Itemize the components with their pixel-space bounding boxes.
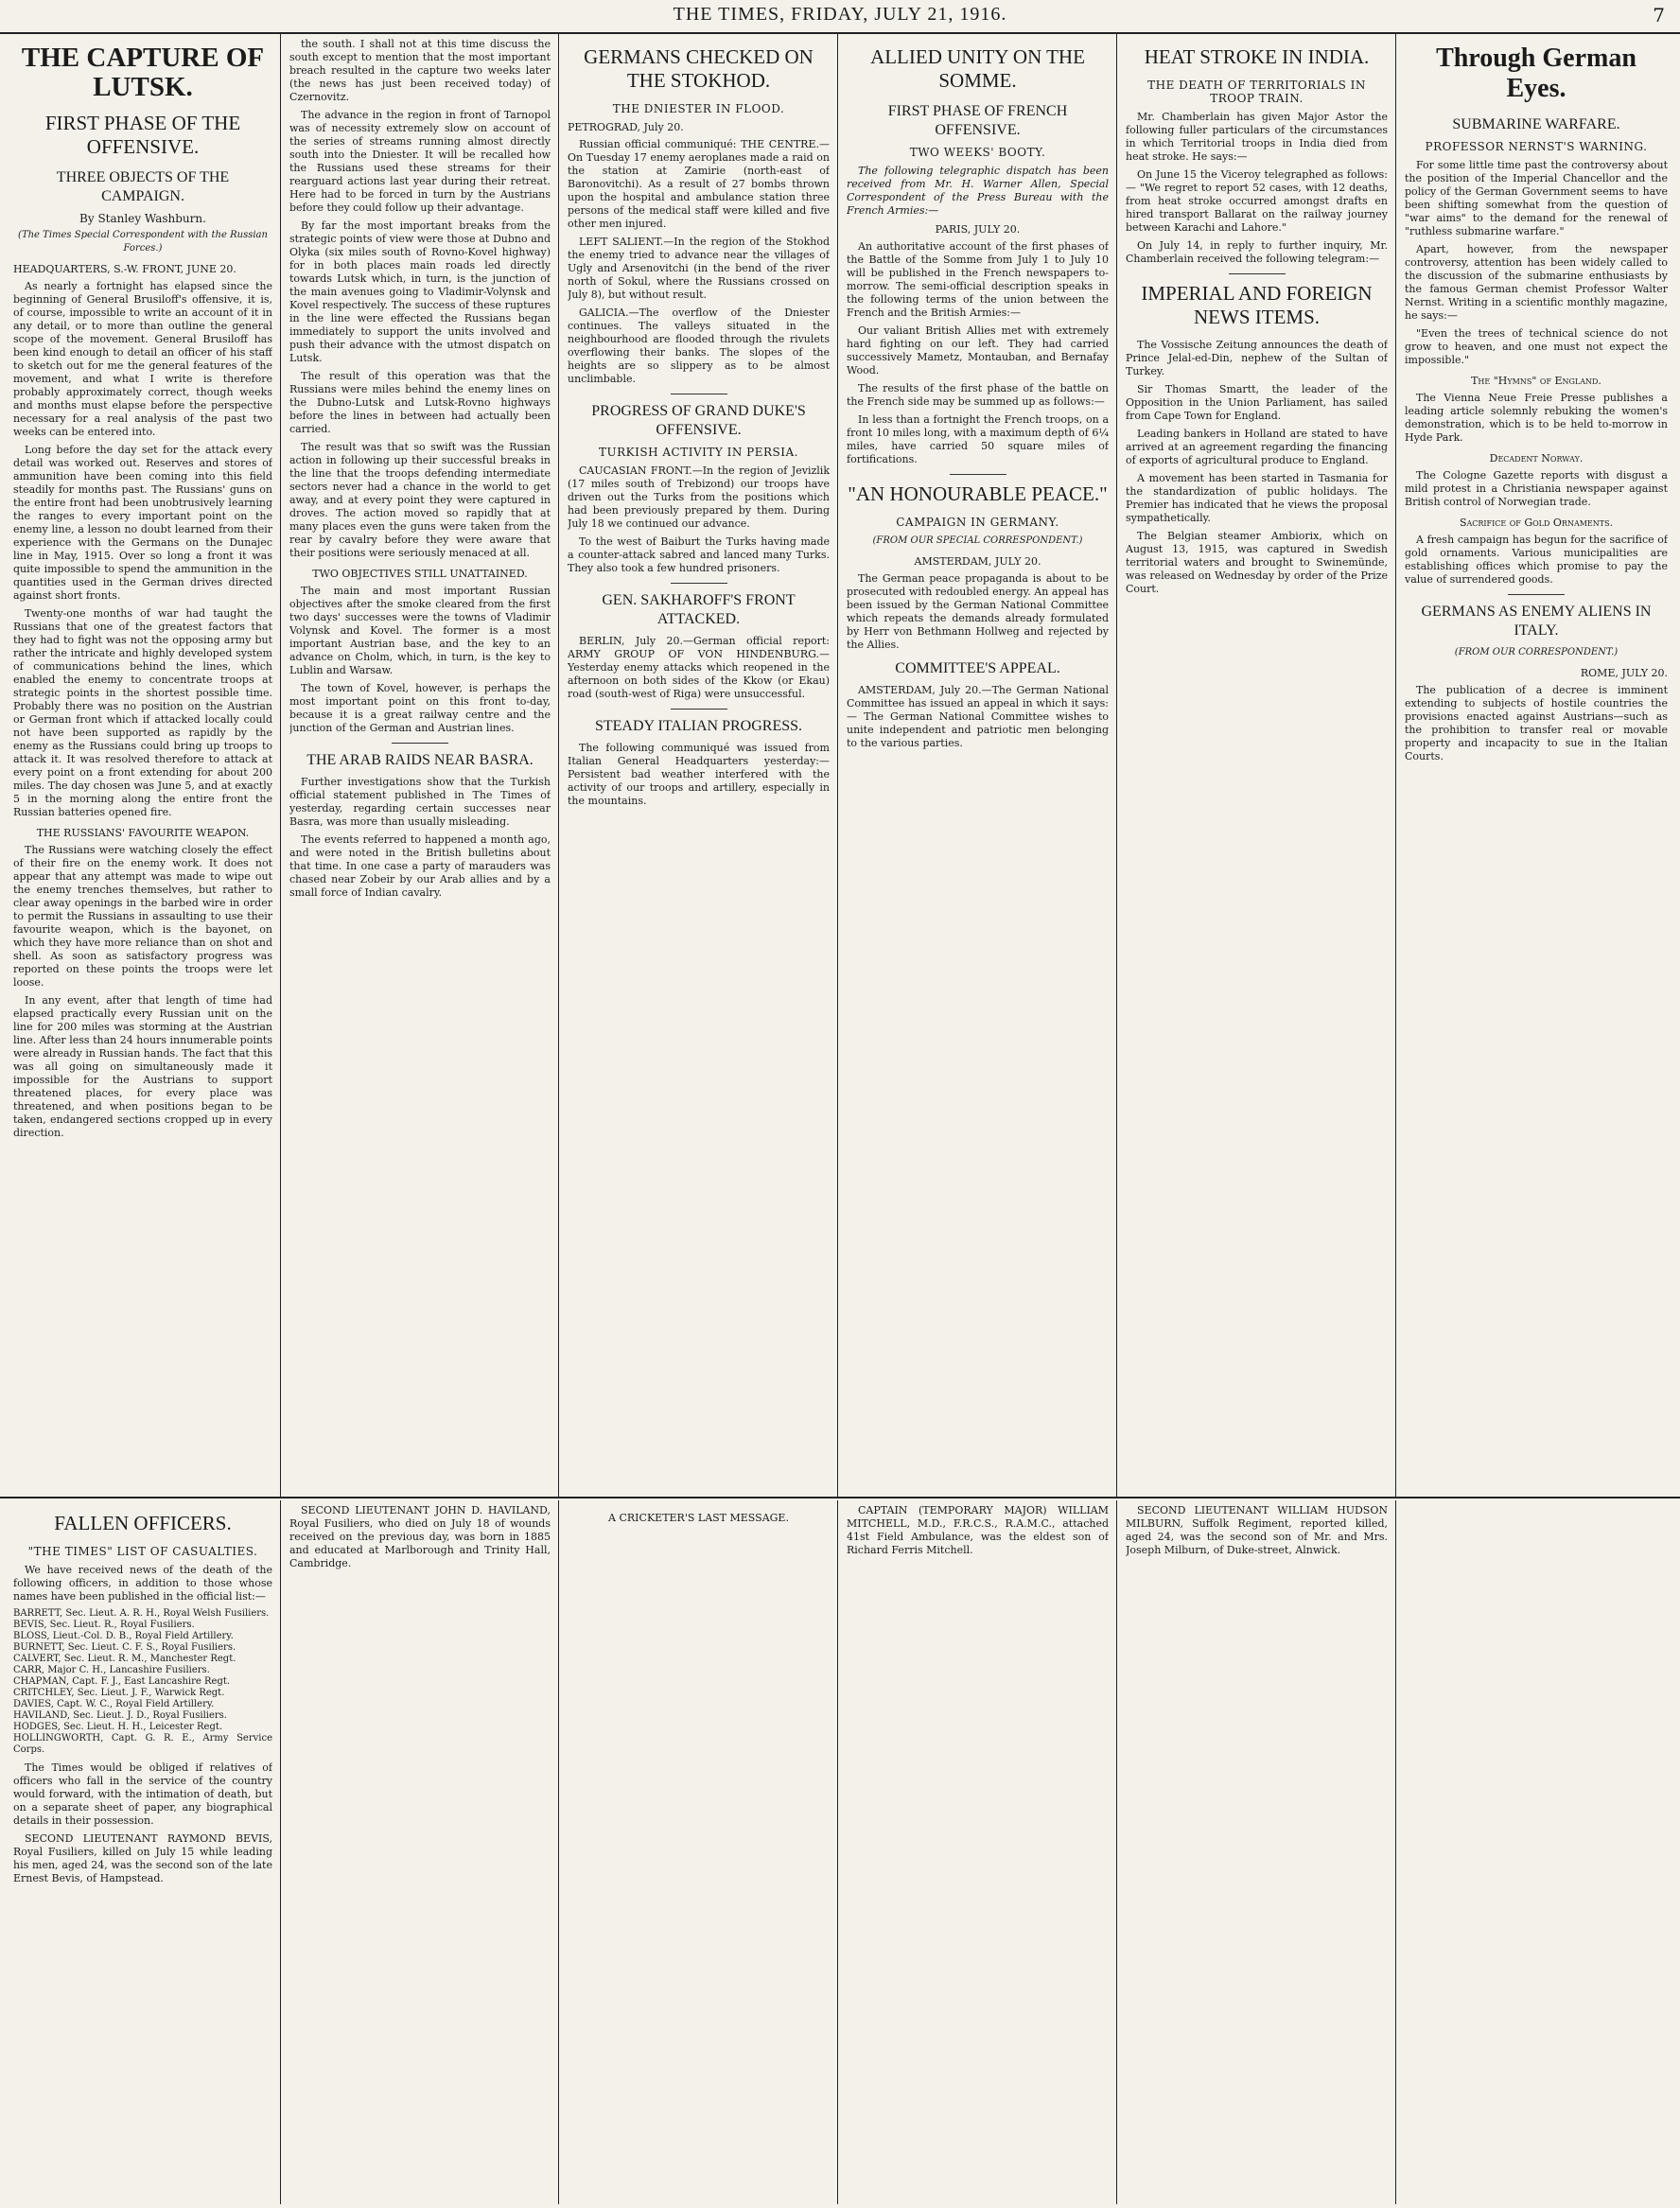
list-item: BEVIS, Sec. Lieut. R., Royal Fusiliers. [13,1620,195,1630]
list-item: BARRETT, Sec. Lieut. A. R. H., Royal Welsh Fusiliers. [13,1608,270,1619]
section-heading: TWO OBJECTIVES STILL UNATTAINED. [312,568,528,580]
paragraph: Long before the day set for the attack every detail was worked out. Reserves and stores of ammunition have been coming into this field steadily for months past. The Russians' guns on the entire front had been unobtrusively learning the ranges to every important point on the enemy line, a lesson no doubt learned from their experience with the Germans on the Dunajec line in May, 1915. Over so long a front it was quite impossible to spend the ammunition in the quantities used in the German drives directed against short fronts. [13,444,272,602]
paragraph: To the west of Baiburt the Turks having made a counter-attack sabred and lanced many Turks. They also took a few hundred prisoners. [568,535,830,574]
subheadline: FIRST PHASE OF THE OFFENSIVE. [44,112,241,158]
headline: STEADY ITALIAN PROGRESS. [594,718,803,734]
obituary-column [847,1504,1109,2202]
headline: COMMITTEE'S APPEAL. [895,660,1060,676]
subheadline: TURKISH ACTIVITY IN PERSIA. [599,446,798,459]
paragraph: Apart, however, from the newspaper controversy, attention has been widely called to the discussion of the submarine enthusiasts by the famous German chemist Professor Walter Nernst. Writing in a scientific monthly magazine, he says:— [1405,243,1668,322]
column-rule [280,34,281,1497]
paragraph: The result of this operation was that the Russians were miles behind the enemy lines on the Dubno-Lutsk and Lutsk-Rovno highways before the lines in between had actually been carried. [289,370,551,435]
paragraph: The publication of a decree is imminent extending to subjects of hostile countries the provisions enacted against Austrians—such as the prohibition to transfer real or movable property and incapacity to sue in the Italian Courts. [1405,684,1668,762]
headline: ALLIED UNITY ON THE SOMME. [870,45,1085,92]
section-heading: Sacrifice of Gold Ornaments. [1459,517,1614,529]
paragraph: LEFT SALIENT.—In the region of the Stokhod the enemy tried to advance near the villages of Ugly and Arsenovitchi (in the bend of the river north of Sokul, where the Russians crossed on July 8), but without result. [568,236,830,301]
dateline: PARIS, JULY 20. [935,223,1021,236]
paragraph: Sir Thomas Smartt, the leader of the Opposition in the Union Parliament, has sailed from Cape Town for England. [1126,383,1388,422]
divider [392,743,448,744]
paragraph: SECOND LIEUTENANT JOHN D. HAVILAND, Royal Fusiliers, who died on July 18 of wounds received on the previous day, was born in 1885 and educated at Marlborough and Trinity Hall, Cambridge. [289,1504,551,1569]
section-divider [0,1497,1680,1498]
list-item: CHAPMAN, Capt. F. J., East Lancashire Regt. [13,1676,231,1687]
article-germans-checked [568,38,830,1493]
article-fallen-officers [13,1504,272,2202]
paragraph: Twenty-one months of war had taught the Russians that one of the greatest factors that they had to fight was not the opposing army but rather the intricate and highly developed system of communications behind the lines, which enabled the enemy to concentrate troops at strategic points in the shortest possible time. Probably there was no position on the Austrian or German front which if attacked locally could not have been supported as rapidly by the enemy as the Russians could bring up troops to attack it. It was resolved therefore to attack at every point on a front extending for about 200 miles. The day chosen was June 5, and at exactly 5 in the morning along the entire front the Russian batteries opened fire. [13,607,272,818]
article-through-german-eyes [1405,38,1668,1493]
divider [671,709,727,710]
list-item: CALVERT, Sec. Lieut. R. M., Manchester Regt. [13,1654,236,1664]
paragraph: Our valiant British Allies met with extremely hard fighting on our left. They had carried successively Mametz, Montauban, and Bernafay Wood. [847,324,1109,377]
paragraph: The German peace propaganda is about to be prosecuted with redoubled energy. An appeal has been issued by the German National Committee which repeats the demands already formulated by Herr von Bethmann Hollweg and rejected by the Allies. [847,572,1109,651]
headline: Through German Eyes. [1436,44,1636,103]
column-rule [558,34,559,1497]
paragraph: We have received news of the death of the following officers, in addition to those whose names have been published in the official list:— [13,1564,272,1603]
list-item: HODGES, Sec. Lieut. H. H., Leicester Regt. [13,1722,223,1732]
paragraph: AMSTERDAM, July 20.—The German National Committee has issued an appeal in which it says:— The German National Committee wishes to unite independent and patriotic men belonging to the various parties. [847,684,1109,749]
paragraph: The Vienna Neue Freie Presse publishes a leading article solemnly rebuking the women's demonstration, which is to be held to-morrow in Hyde Park. [1405,392,1668,444]
paragraph: The events referred to happened a month ago, and were noted in the British bulletins about that time. In one case a party of marauders was chased near Zobeir by our Arab allies and by a small force of Indian cavalry. [289,833,551,899]
dateline: HEADQUARTERS, S.-W. FRONT, JUNE 20. [13,263,236,275]
paragraph: Leading bankers in Holland are stated to have arrived at an agreement regarding the financing of exports of agricultural produce to England. [1126,428,1388,466]
subheadline: TWO WEEKS' BOOTY. [909,146,1046,159]
obituary-column [289,1504,551,2202]
column-rule [837,34,838,1497]
column-rule [1116,1500,1117,2204]
list-item: BLOSS, Lieut.-Col. D. B., Royal Field Artillery. [13,1631,234,1641]
column-rule [558,1500,559,2204]
obituary-column [568,1504,830,2202]
credit: (FROM OUR CORRESPONDENT.) [1454,647,1619,657]
paragraph: Mr. Chamberlain has given Major Astor the following fuller particulars of the circumstances in which Territorial troops in India died from heat stroke. He says:— [1126,111,1388,163]
paragraph: The following communiqué was issued from Italian General Headquarters yesterday:— Persistent bad weather interfered with the activity of our troops and artillery, especially in the mountains. [568,742,830,807]
paragraph: An authoritative account of the first phases of the Battle of the Somme from July 1 to July 10 will be published in the French newspapers to-morrow. The semi-official description speaks in the following terms of the union between the French and the British Armies:— [847,240,1109,319]
paragraph: The Russians were watching closely the effect of their fire on the enemy work. It does not appear that any attempt was made to wipe out the enemy trenches themselves, but rather to clear away openings in the barbed wire in order to permit the Russians in assaulting to use their favourite weapon, which is the bayonet, on which they have more reliance than on shot and shell. As soon as satisfactory progress was reported on these points the troops were let loose. [13,844,272,989]
column-rule [837,1500,838,2204]
column-rule [1395,1500,1396,2204]
masthead-title: THE TIMES, FRIDAY, JULY 21, 1916. [673,4,1007,25]
headline: GERMANS CHECKED ON THE STOKHOD. [584,45,814,92]
paragraph: Further investigations show that the Turkish official statement published in The Times of yesterday, regarding certain successes near Basra, was more than usually misleading. [289,776,551,828]
section-heading: Decadent Norway. [1489,452,1584,464]
paragraph: SECOND LIEUTENANT WILLIAM HUDSON MILBURN, Suffolk Regiment, reported killed, aged 24, was the second son of Mr. and Mrs. Joseph Milburn, of Duke-street, Alnwick. [1126,1504,1388,1556]
column-rule [280,1500,281,2204]
divider [1229,273,1286,274]
paragraph: As nearly a fortnight has elapsed since the beginning of General Brusiloff's offensive, it is, of course, impossible to write an account of it in any detail, or to more than outline the general scope of the movement. General Brusiloff has been kind enough to detail an officer of his staff to sketch out for me the general features of the movement, and what I write is therefore probably approximately correct, though weeks and months must elapse before the perspective necessary for a real analysis of the past two weeks can be entered into. [13,280,272,438]
section-heading: The "Hymns" of England. [1471,375,1601,387]
headline: HEAT STROKE IN INDIA. [1144,45,1370,68]
list-item: HAVILAND, Sec. Lieut. J. D., Royal Fusiliers. [13,1710,227,1721]
article-allied-unity [847,38,1109,1493]
headline: IMPERIAL AND FOREIGN NEWS ITEMS. [1141,282,1373,328]
paragraph: A movement has been started in Tasmania for the standardization of public holidays. The Premier has indicated that he views the proposal sympathetically. [1126,472,1388,524]
paragraph: CAUCASIAN FRONT.—In the region of Jevizlik (17 miles south of Trebizond) our troops have driven out the Turks from the positions which had been previously prepared by them. During July 18 we continued our advance. [568,464,830,530]
list-item: CARR, Major C. H., Lancashire Fusiliers. [13,1665,210,1675]
column-rule [1395,34,1396,1497]
paragraph: The advance in the region in front of Tarnopol was of necessity extremely slow on account of the series of streams running almost directly south into the Dniester. It will be recalled how the Russians used these streams for their rearguard actions last year during their retreat. Here had to be forced in turn by the Austrians before they could follow up their advantage. [289,109,551,214]
credit: (The Times Special Correspondent with the Russian Forces.) [18,230,268,254]
article-lutsk-continued [289,38,551,1493]
subheadline: "THE TIMES" LIST OF CASUALTIES. [27,1545,258,1558]
paragraph: BERLIN, July 20.—German official report: ARMY GROUP OF VON HINDENBURG.—Yesterday enemy attacks which reopened in the afternoon on both sides of the Kkow (or Ekau) road (south-west of Riga) were unsuccessful. [568,635,830,700]
subheadline: PROFESSOR NERNST'S WARNING. [1425,140,1648,153]
paragraph: the south. I shall not at this time discuss the south except to mention that the most important breach resulted in the capture two weeks later (the news has just been received today) of Czernovitz. [289,38,551,103]
paragraph: The main and most important Russian objectives after the smoke cleared from the first two days' successes were the towns of Vladimir Volynsk and Kovel. The former is a most important Austrian base, and the key to an advance on Cholm, which, in turn, is the key to Lublin and Warsaw. [289,585,551,676]
headline: PROGRESS OF GRAND DUKE'S OFFENSIVE. [591,403,806,438]
intro: The following telegraphic dispatch has been received from Mr. H. Warner Allen, Special Correspondent of the Press Bureau with the French Armies:— [847,165,1109,217]
paragraph: Russian official communiqué: THE CENTRE.—On Tuesday 17 enemy aeroplanes made a raid on the station at Zamirie (north-east of Baronovitchi). As a result of 27 bombs thrown upon the hospital and ambulance station three persons of the medical staff were killed and five other men injured. [568,138,830,230]
page-number: 7 [1653,4,1665,26]
paragraph: The Times would be obliged if relatives of officers who fall in the service of the country would forward, with the intimation of death, but on a separate sheet of paper, any biographical details in their possession. [13,1761,272,1827]
paragraph: "Even the trees of technical science do not grow to heaven, and one must not expect the impossible." [1405,327,1668,366]
subheadline: FIRST PHASE OF FRENCH OFFENSIVE. [887,103,1068,138]
credit: (FROM OUR SPECIAL CORRESPONDENT.) [872,535,1083,546]
headline: "AN HONOURABLE PEACE." [848,482,1108,505]
paragraph: A fresh campaign has begun for the sacrifice of gold ornaments. Various municipalities are establishing offices which promise to pay the value of surrendered goods. [1405,534,1668,586]
paragraph: The Cologne Gazette reports with disgust a mild protest in a Christiania newspaper against British control of Norwegian trade. [1405,469,1668,508]
subheadline: THE DNIESTER IN FLOOD. [612,102,785,115]
paragraph: GALICIA.—The overflow of the Dniester continues. The valleys situated in the neighbourhood are flooded through the rivulets overflowing their banks. The slopes of the heights are so slippery as to be almost unclimbable. [568,307,830,385]
article-heat-stroke [1126,38,1388,1493]
paragraph: The Belgian steamer Ambiorix, which on August 13, 1915, was captured in Swedish territorial waters and brought to Swinemünde, was released on Wednesday by order of the Prize Court. [1126,530,1388,595]
paragraph: The result was that so swift was the Russian action in following up their successful breaks in the line that the troops defending intermediate sectors never had a chance in the world to get away, and at every point they were captured in droves. The action moved so rapidly that at many places even the guns were taken from the rear by cavalry before they were aware that their positions were seriously menaced at all. [289,441,551,559]
subheadline: THE DEATH OF TERRITORIALS IN TROOP TRAIN. [1147,79,1366,105]
paragraph: In less than a fortnight the French troops, on a front 10 miles long, with a maximum depth of 6¼ miles, have carried 50 square miles of fortifications. [847,413,1109,465]
list-item: HOLLINGWORTH, Capt. G. R. E., Army Service Corps. [13,1733,272,1755]
column-rule [1116,34,1117,1497]
dateline: AMSTERDAM, JULY 20. [914,555,1041,568]
list-item: BURNETT, Sec. Lieut. C. F. S., Royal Fusiliers. [13,1642,236,1653]
paragraph: On July 14, in reply to further inquiry, Mr. Chamberlain received the following telegram:— [1126,239,1388,265]
casualty-list [13,1608,272,1756]
headline: THE ARAB RAIDS NEAR BASRA. [306,752,534,768]
paragraph: The town of Kovel, however, is perhaps the most important point on this front to-day, because it is a great railway centre and the junction of the German and Austrian lines. [289,682,551,734]
headline: THE CAPTURE OF LUTSK. [21,43,265,102]
dateline: ROME, JULY 20. [1580,667,1668,679]
headline: GEN. SAKHAROFF'S FRONT ATTACKED. [602,592,796,627]
headline: FALLEN OFFICERS. [54,1512,232,1534]
obituary-column [1126,1504,1388,2202]
paragraph: CAPTAIN (TEMPORARY MAJOR) WILLIAM MITCHELL, M.D., F.R.C.S., R.A.M.C., attached 41st Field Ambulance, was the eldest son of Richard Ferris Mitchell. [847,1504,1109,1556]
paragraph: SECOND LIEUTENANT RAYMOND BEVIS, Royal Fusiliers, killed on July 15 while leading his men, aged 24, was the second son of the late Ernest Bevis, of Hampstead. [13,1832,272,1884]
section-heading: THE RUSSIANS' FAVOURITE WEAPON. [36,827,250,839]
subheadline: THREE OBJECTS OF THE CAMPAIGN. [56,169,230,204]
article-capture-of-lutsk [13,38,272,1493]
byline: By Stanley Washburn. [79,212,206,225]
paragraph: On June 15 the Viceroy telegraphed as follows:— "We regret to report 52 cases, with 12 deaths, from heat stroke occurred amongst drafts en hired transport Ballarat on the railway journey between Karachi and Lahore." [1126,168,1388,234]
paragraph: For some little time past the controversy about the position of the Imperial Chancellor and the policy of the German Government seems to have been shifting somewhat from the question of "war aims" to the demand for the renewal of "ruthless submarine warfare." [1405,159,1668,237]
list-item: CRITCHLEY, Sec. Lieut. J. F., Warwick Regt. [13,1688,225,1698]
list-item: DAVIES, Capt. W. C., Royal Field Artillery. [13,1699,215,1709]
section-heading: A CRICKETER'S LAST MESSAGE. [608,1512,789,1524]
divider [671,583,727,584]
subheadline: CAMPAIGN IN GERMANY. [896,516,1059,529]
paragraph: The Vossische Zeitung announces the death of Prince Jelal-ed-Din, nephew of the Sultan of Turkey. [1126,339,1388,377]
paragraph: By far the most important breaks from the strategic points of view were those at Dubno and Olyka (six miles south of Rovno-Kovel highway) for in both places main roads led directly towards Lutsk which, in turn, is the junction of the main avenues going to Vladimir-Volynsk and Kovel respectively. The success of these ruptures in the line were effected the Russians began immediately to support the units involved and push their advance with the utmost dispatch on Lutsk. [289,219,551,364]
divider [1508,594,1565,595]
subheadline: SUBMARINE WARFARE. [1452,116,1620,132]
headline: GERMANS AS ENEMY ALIENS IN ITALY. [1421,604,1652,639]
paragraph: In any event, after that length of time had elapsed practically every Russian unit on the line for 200 miles was storming at the Austrian line. After less than 24 hours innumerable points were already in Russian hands. The fact that this was all going on simultaneously made it impossible for the Austrians to support threatened places, for every place was threatened, and when positions began to be taken, endangered sections cropped up in every direction. [13,994,272,1139]
page-header [0,0,1680,34]
divider [950,474,1006,475]
paragraph: The results of the first phase of the battle on the French side may be summed up as follows:— [847,382,1109,408]
dateline: PETROGRAD, July 20. [568,121,684,133]
